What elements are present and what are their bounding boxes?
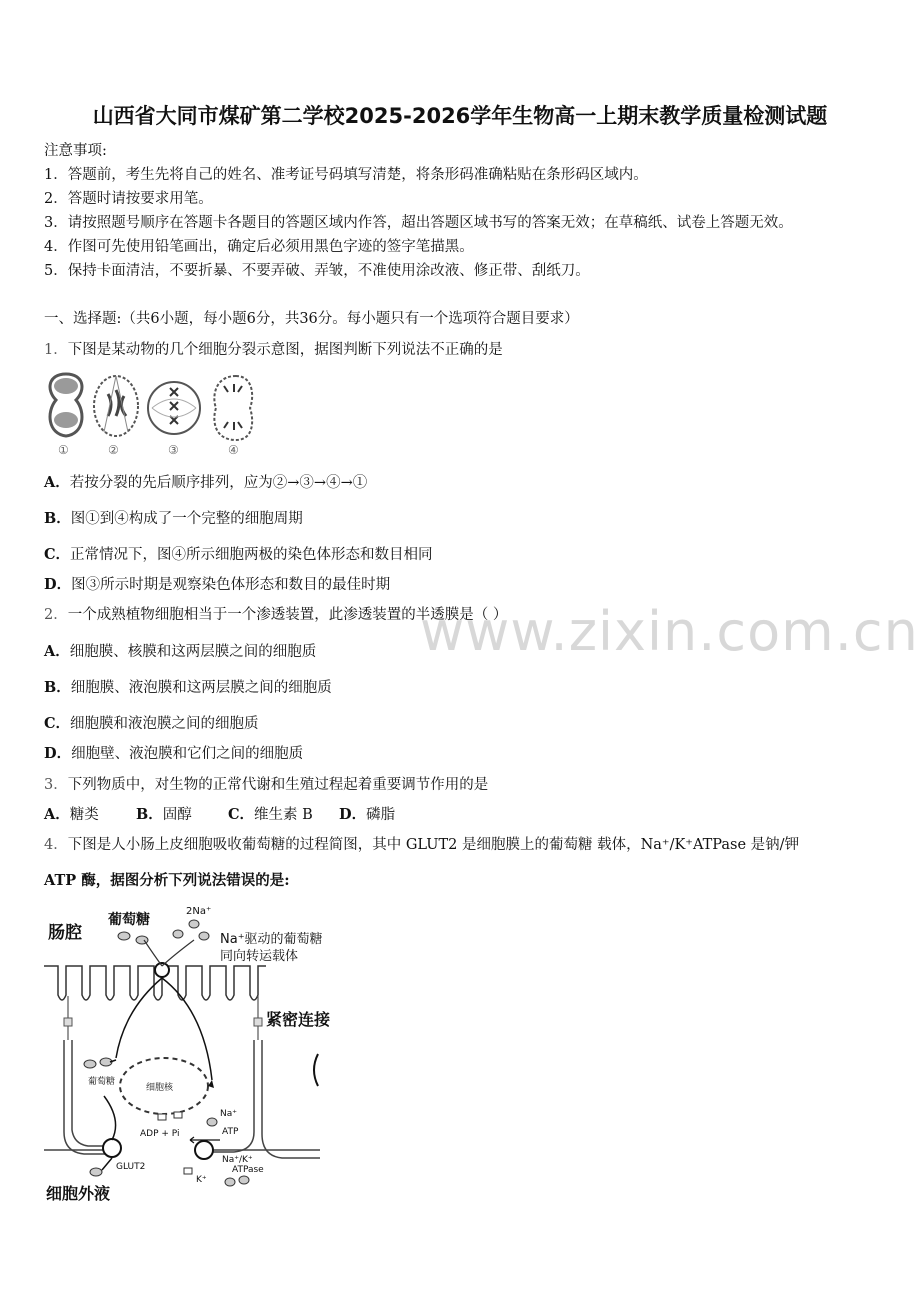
lumen-label: 肠腔 — [48, 923, 82, 943]
question-number: 3． — [44, 777, 68, 793]
na-label: 2Na⁺ — [186, 906, 212, 917]
option-a: A．细胞膜、核膜和这两层膜之间的细胞质 — [44, 643, 317, 660]
option-d: D．图③所示时期是观察染色体形态和数目的最佳时期 — [44, 576, 391, 593]
notice-heading: 注意事项: — [44, 143, 107, 159]
notice-item: 3．请按照题号顺序在答题卡各题目的答题区域内作答，超出答题区域书写的答案无效；在草稿纸、试卷上答题无效。 — [44, 215, 793, 231]
option-d: D．细胞壁、液泡膜和它们之间的细胞质 — [44, 745, 304, 762]
cell-label: ③ — [168, 443, 179, 457]
option-a: A．糖类 — [44, 806, 99, 823]
option-c: C．细胞膜和液泡膜之间的细胞质 — [44, 715, 259, 732]
option-c: C．维生素 B — [228, 806, 313, 823]
glucose-label: 葡萄糖 — [108, 912, 150, 928]
pump-label: ATPase — [232, 1165, 264, 1175]
notice-item: 1．答题前，考生先将自己的姓名、准考证号码填写清楚，将条形码准确粘贴在条形码区域内。 — [44, 167, 648, 183]
question-text: 下列物质中，对生物的正常代谢和生殖过程起着重要调节作用的是 — [67, 777, 489, 793]
notice-item: 4．作图可先使用铅笔画出，确定后必须用黑色字迹的签字笔描黑。 — [44, 239, 474, 255]
question-number: 1． — [44, 342, 68, 358]
cotransporter-label: Na⁺驱动的葡萄糖 — [220, 932, 323, 947]
question-text: 一个成熟植物细胞相当于一个渗透装置，此渗透装置的半透膜是（ ） — [67, 607, 508, 623]
question-4-continued: ATP 酶，据图分析下列说法错误的是: — [44, 872, 290, 889]
notice-item: 5．保持卡面清洁，不要折暴、不要弄破、弄皱，不准使用涂改液、修正带、刮纸刀。 — [44, 263, 590, 279]
cotransporter-label: 同向转运载体 — [220, 949, 299, 964]
cell-label: ① — [58, 443, 69, 457]
question-text: 下图是某动物的几个细胞分裂示意图，据图判断下列说法不正确的是 — [67, 342, 503, 358]
question-number: 2． — [44, 607, 68, 623]
option-b: B．固醇 — [136, 806, 192, 823]
question-number: 4． — [44, 837, 68, 853]
extracellular-label: 细胞外液 — [46, 1184, 111, 1203]
pump-label: Na⁺/K⁺ — [222, 1155, 253, 1165]
atp-label: ATP — [222, 1127, 239, 1137]
option-c: C．正常情况下，图④所示细胞两极的染色体形态和数目相同 — [44, 546, 433, 563]
cell-2-diagram — [94, 376, 138, 436]
watermark: www.zixin.com.cn — [420, 600, 919, 663]
cell-4-diagram — [214, 376, 252, 440]
notice-item: 2．答题时请按要求用笔。 — [44, 191, 213, 207]
k-plus-label: K⁺ — [196, 1175, 207, 1185]
section-heading: 一、选择题:（共6小题，每小题6分，共36分。每小题只有一个选项符合题目要求） — [44, 311, 579, 327]
page-title: 山西省大同市煤矿第二学校2025-2026学年生物高一上期末教学质量检测试题 — [92, 104, 828, 128]
tight-junction-label: 紧密连接 — [266, 1010, 331, 1029]
cell-3-diagram — [148, 382, 200, 434]
adp-label: ADP + Pi — [140, 1129, 180, 1139]
glucose-absorption-diagram — [44, 900, 364, 1205]
cell-label: ② — [108, 443, 119, 457]
option-a: A．若按分裂的先后顺序排列，应为②→③→④→① — [44, 474, 368, 491]
question-3 — [44, 773, 488, 794]
option-b: B．图①到④构成了一个完整的细胞周期 — [44, 510, 303, 527]
question-1 — [44, 338, 503, 359]
glut2-label: GLUT2 — [116, 1162, 146, 1172]
cell-division-figure — [44, 368, 259, 458]
question-text: 下图是人小肠上皮细胞吸收葡萄糖的过程简图，其中 GLUT2 是细胞膜上的葡萄糖 载体，Na⁺/K⁺ATPase 是钠/钾 — [67, 837, 800, 853]
cell-label: ④ — [228, 443, 239, 457]
na-plus-label: Na⁺ — [220, 1109, 237, 1119]
question-4 — [44, 833, 799, 854]
option-d: D．磷脂 — [339, 806, 396, 823]
inner-glucose-label: 葡萄糖 — [88, 1077, 116, 1087]
cell-1-diagram — [50, 374, 82, 436]
nucleus-label: 细胞核 — [146, 1083, 174, 1093]
option-b: B．细胞膜、液泡膜和这两层膜之间的细胞质 — [44, 679, 332, 696]
